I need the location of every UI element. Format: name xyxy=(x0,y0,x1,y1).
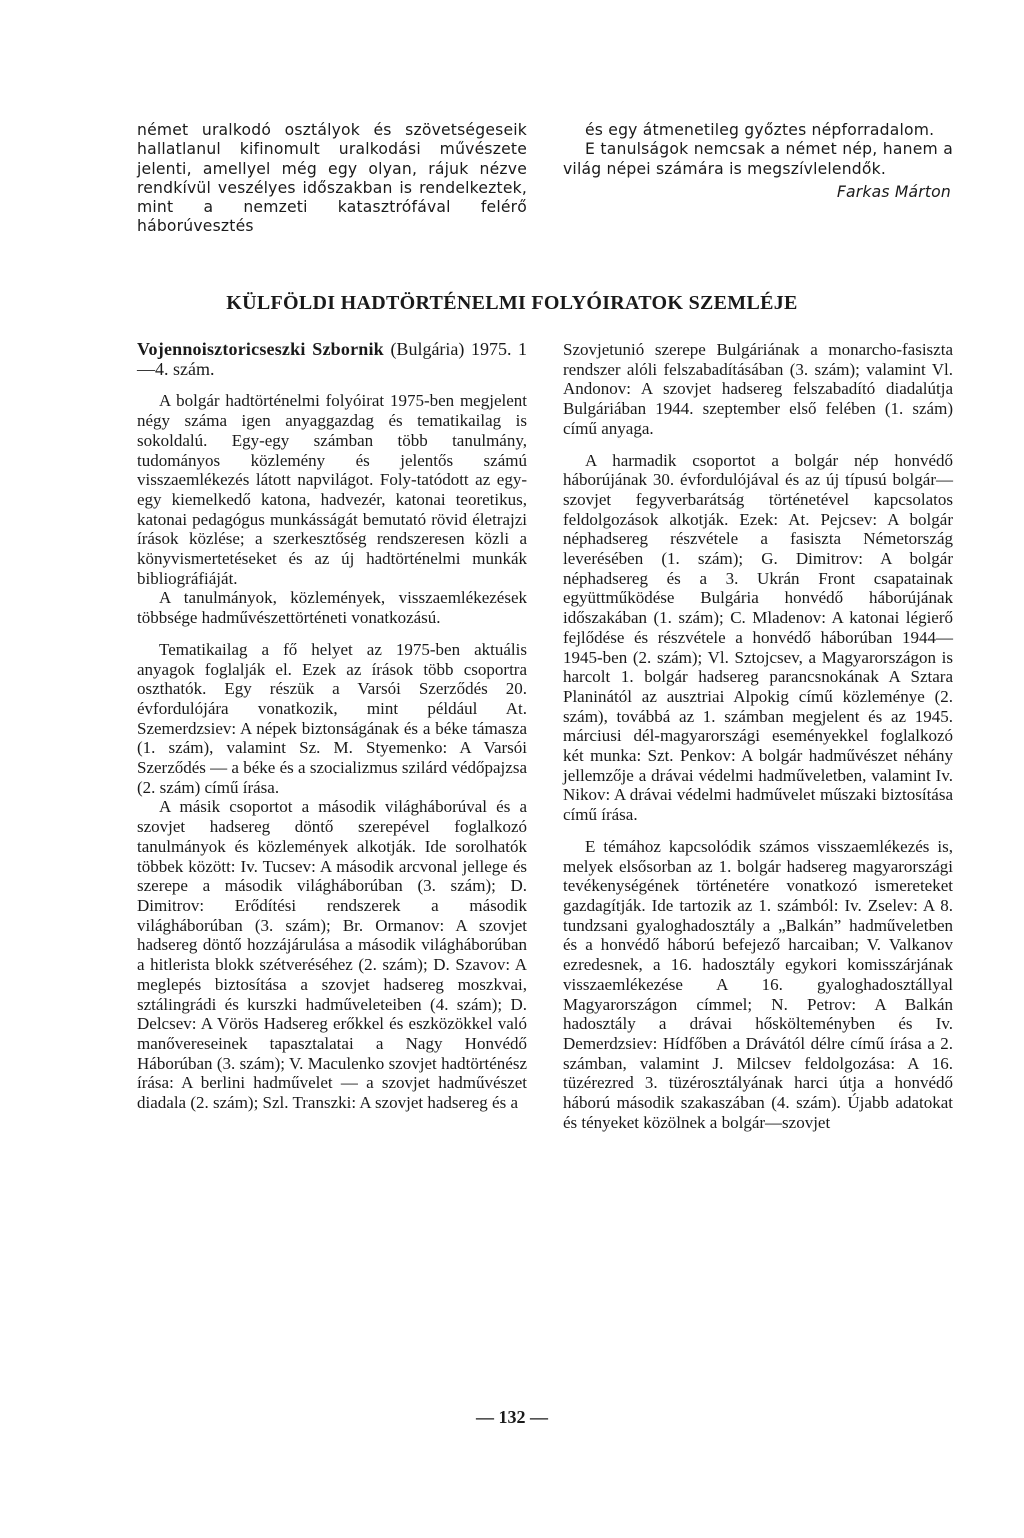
top-left-paragraph: német uralkodó osztályok és szövetségeseik hallatlanul kifinomult uralkodási művészete jelenti, amellyel még egy olyan, rájuk nézve rendkívül veszélyes időszakban is rendelkeztek, mint a nemzeti katasztrófával felérő háborúvesztés xyxy=(137,121,527,236)
left-paragraph-3: Tematikailag a fő helyet az 1975-ben aktuális anyagok foglalják el. Ezek az írások több csoportra oszthatók. Egy részük a Varsói Szerződés 20. évfordulójára vonatkozik, mint például At. Szemerdzsiev: A népek biztonságának és a béke támasza (1. szám), valamint Sz. M. Styemenko: A Varsói Szerződés — a béke és a szocializmus szilárd védőpajzsa (2. szám) című írása. xyxy=(137,639,527,797)
right-paragraph-1: Szovjetunió szerepe Bulgáriának a monarcho-fasiszta rendszer alóli felszabadításában (3. szám); valamint Vl. Andonov: A szovjet hadsereg felszabadító diadalútja Bulgáriában 1944. szeptember első felében (1. szám) című anyaga. xyxy=(563,340,953,438)
journal-heading xyxy=(137,340,527,379)
top-right-paragraph-2: E tanulságok nemcsak a német nép, hanem a világ népei számára is megszívlelendők. xyxy=(563,140,953,178)
right-column xyxy=(563,340,953,1132)
left-column xyxy=(137,340,527,1113)
left-paragraph-4: A másik csoportot a második világháborúval és a szovjet hadsereg döntő szerepével foglalkozó tanulmányok és közlemények alkotják. Ide sorolhatók többek között: Iv. Tucsev: A második arcvonal jellege és szerepe a második világháborúban (3. szám); D. Dimitrov: Erődítési rendszerek a második világháborúban (3. szám); Br. Ormanov: A szovjet hadsereg döntő hozzájárulása a második világháborúban a hitlerista blokk szétveréséhez (2. szám); D. Szavov: A meglepés biztosítása a szovjet hadsereg moszkvai, sztálingrádi és kurszki hadműveleteiben (4. szám); D. Delcsev: A Vörös Hadsereg erőkkel és eszközökkel való manővereseinek tapasztalatai a Nagy Honvédő Háborúban (3. szám); V. Maculenko szovjet hadtörténész írása: A berlini hadművelet — a szovjet hadművészet diadala (2. szám); Szl. Transzki: A szovjet hadsereg és a xyxy=(137,797,527,1113)
right-paragraph-2: A harmadik csoportot a bolgár nép honvédő háborújának 30. évfordulójával és az új típusú bolgár—szovjet fegyverbarátság történetével kapcsolatos feldolgozások alkotják. Ezek: At. Pejcsev: A bolgár néphadsereg részvétele a fasiszta Németország leverésében (1. szám); G. Dimitrov: A bolgár néphadsereg és a 3. Ukrán Front csapatainak együttműködése Bulgária honvédő háborújának időszakában (1. szám); C. Mladenov: A katonai légierő fejlődése és részvétele a honvédő háborúban 1944—1945-ben (2. szám); Vl. Sztojcsev, a Magyarországon is harcolt 1. bolgár hadsereg parancsnokának A Sztara Planinától az ausztriai Alpokig című közleménye (2. szám), továbbá az 1. számban megjelent és az 1945. márciusi dél-magyarországi eseményekkel foglalkozó két munka: Szt. Penkov: A bolgár hadművészet néhány jellemzője a drávai védelmi hadműveletben, valamint Iv. Nikov: A drávai védelmi hadművelet műszaki biztosítása című írása. xyxy=(563,450,953,825)
left-paragraph-2: A tanulmányok, közlemények, visszaemlékezések többsége hadművészettörténeti vonatkozású. xyxy=(137,588,527,628)
author-signature: Farkas Márton xyxy=(836,182,951,201)
top-right-paragraph-1: és egy átmenetileg győztes népforradalom. xyxy=(585,121,935,139)
journal-name: Vojennoisztoricseszki Szbornik xyxy=(137,339,384,359)
left-paragraph-1: A bolgár hadtörténelmi folyóirat 1975-ben megjelent négy száma igen anyaggazdag és tematikailag is sokoldalú. Egy-egy számban több tanulmány, tudományos közlemény és jelentős számú visszaemlékezés látott napvilágot. Foly-tatódott az egy-egy kiemelkedő katona, hadvezér, katonai teoretikus, katonai pedagógus munkásságát bemutató rövid életrajzi írások közlése; a szerkesztőség rendszeresen közli a könyvismertetéseket és az új hadtörténelmi munkák bibliográfiáját. xyxy=(137,391,527,588)
journal-details: (Bulgária) 1975. 1—4. szám. xyxy=(137,339,527,379)
right-paragraph-3: E témához kapcsolódik számos visszaemlékezés is, melyek elsősorban az 1. bolgár hadsereg magyarországi tevékenységének történetére vonatkozó ismereteket gazdagítják. Ide tartozik az 1. számból: Iv. Zselev: A 8. tundzsani gyaloghadosztály a „Balkán” hadműveletben és a honvédő háború befejező harcaiban; V. Valkanov ezredesnek, a 16. hadosztály egykori komisszárjának visszaemlékezése A 16. gyaloghadosztállyal Magyarországon címmel; N. Petrov: A Balkán hadosztály a drávai hőskölteményben és Iv. Demerdzsiev: Hídfőben a Drávától délre című írása a 2. számban, valamint J. Milcsev feldolgozása: A 16. tüzérezred 3. tüzérosztályának harci útja a honvédő háború második szakaszában (4. szám). Újabb adatokat és tényeket közölnek a bolgár—szovjet xyxy=(563,836,953,1132)
section-title: KÜLFÖLDI HADTÖRTÉNELMI FOLYÓIRATOK SZEMLÉJE xyxy=(226,292,798,314)
top-right-column xyxy=(563,121,953,202)
page-number: — 132 — xyxy=(476,1407,548,1427)
top-left-column xyxy=(137,121,527,237)
